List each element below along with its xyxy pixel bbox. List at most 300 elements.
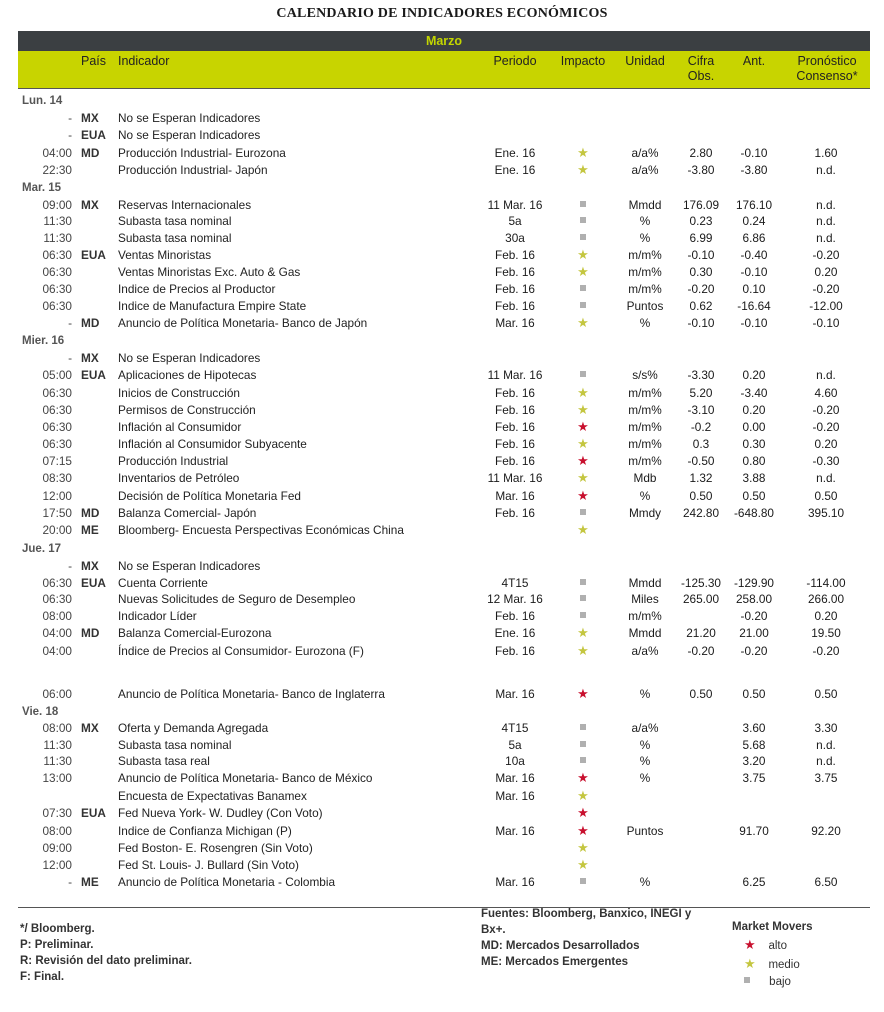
cell-obs: -0.20	[687, 282, 715, 296]
cell-ind: Indice de Confianza Michigan (P)	[118, 824, 292, 838]
cell-ant: 0.50	[742, 489, 766, 503]
cell-ind: Fed St. Louis- J. Bullard (Sin Voto)	[118, 858, 299, 872]
col-impacto: Impacto	[560, 54, 606, 68]
impact-bajo-icon	[566, 737, 600, 753]
cell-uni: m/m%	[628, 403, 662, 417]
cell-time: 07:15	[42, 454, 72, 468]
cell-uni: Mmdd	[628, 576, 662, 590]
table-row	[0, 857, 884, 873]
cell-pro: -12.00	[809, 299, 843, 313]
cell-time: 06:30	[42, 282, 72, 296]
cell-ind: Indicador Líder	[118, 609, 197, 623]
cell-time: 06:30	[42, 592, 72, 606]
impact-bajo-icon	[566, 591, 600, 607]
cell-uni: %	[639, 316, 651, 330]
column-header	[18, 51, 870, 88]
impact-alto-icon: ★	[577, 686, 589, 701]
cell-ant: -0.20	[740, 609, 768, 623]
cell-time: -	[68, 559, 72, 573]
cell-pais: MD	[81, 316, 100, 330]
table-row	[0, 737, 884, 753]
cell-obs: -0.10	[687, 316, 715, 330]
cell-time: 08:00	[42, 824, 72, 838]
legend	[744, 936, 800, 991]
cell-ind: Decisión de Política Monetaria Fed	[118, 489, 301, 503]
table-row	[0, 753, 884, 769]
day-heading-row	[0, 93, 884, 109]
cell-ind: Permisos de Construcción	[118, 403, 256, 417]
day-heading-row	[0, 180, 884, 196]
cell-uni: m/m%	[628, 454, 662, 468]
cell-pais: MD	[81, 506, 100, 520]
table-row	[0, 315, 884, 331]
cell-obs: 0.62	[689, 299, 713, 313]
cell-per: Ene. 16	[494, 146, 536, 160]
cell-per: Feb. 16	[494, 282, 535, 296]
cell-pais: MX	[81, 111, 99, 125]
cell-obs: 5.20	[689, 386, 713, 400]
table-row	[0, 247, 884, 263]
cell-obs: -0.50	[687, 454, 715, 468]
cell-uni: m/m%	[628, 282, 662, 296]
cell-time: 06:30	[42, 299, 72, 313]
impact-alto-icon: ★	[577, 488, 589, 503]
cell-time: 06:00	[42, 687, 72, 701]
cell-pro: n.d.	[816, 471, 836, 485]
cell-time: 17:50	[42, 506, 72, 520]
impact-medio-icon: ★	[577, 385, 589, 400]
cell-per: Mar. 16	[495, 489, 535, 503]
cell-pro: 19.50	[811, 626, 841, 640]
cell-ind: Anuncio de Política Monetaria- Banco de Japón	[118, 316, 368, 330]
table-row	[0, 470, 884, 486]
table-row	[0, 110, 884, 126]
cell-pro: -0.20	[812, 248, 840, 262]
table-row	[0, 720, 884, 736]
cell-pais: EUA	[81, 248, 106, 262]
impact-medio-icon: ★	[577, 315, 589, 330]
impact-bajo-icon	[566, 197, 600, 213]
cell-pro: 3.30	[814, 721, 838, 735]
cell-time: 08:00	[42, 609, 72, 623]
cell-pro: 0.20	[814, 265, 838, 279]
cell-time: 07:30	[42, 806, 72, 820]
cell-time: 06:30	[42, 386, 72, 400]
cell-uni: Mdb	[633, 471, 657, 485]
table-row	[0, 436, 884, 452]
cell-per: 4T15	[501, 721, 529, 735]
cell-time: 06:30	[42, 420, 72, 434]
cell-time: -	[68, 875, 72, 889]
cell-uni: Miles	[631, 592, 659, 606]
cell-ind: Inflación al Consumidor Subyacente	[118, 437, 307, 451]
cell-ant: 0.24	[742, 214, 766, 228]
cell-per: Feb. 16	[494, 609, 535, 623]
cell-ind: Producción Industrial	[118, 454, 229, 468]
cell-ant: 0.30	[742, 437, 766, 451]
legend-title: Market Movers	[732, 921, 813, 933]
cell-time: 22:30	[42, 163, 72, 177]
md-text: MD: Mercados Desarrollados	[481, 940, 640, 952]
cell-ind: Fed Boston- E. Rosengren (Sin Voto)	[118, 841, 313, 855]
cell-uni: a/a%	[631, 721, 659, 735]
impact-medio-icon: ★	[577, 788, 589, 803]
cell-ant: 3.75	[742, 771, 766, 785]
cell-pro: 0.50	[814, 687, 838, 701]
cell-pais: ME	[81, 523, 99, 537]
cell-pais: MD	[81, 146, 100, 160]
header-rule	[18, 88, 870, 89]
note-final: F: Final.	[20, 971, 65, 983]
table-row	[0, 505, 884, 521]
cell-ind: Ventas Minoristas Exc. Auto & Gas	[118, 265, 301, 279]
legend-alto: alto	[768, 940, 787, 952]
table-row	[0, 385, 884, 401]
cell-ant: 0.20	[742, 403, 766, 417]
cell-ant: -0.10	[740, 146, 768, 160]
cell-ind: Inventarios de Petróleo	[118, 471, 240, 485]
cell-pro: -0.10	[812, 316, 840, 330]
impact-medio-icon: ★	[577, 857, 589, 872]
cell-pais: MX	[81, 198, 99, 212]
me-text: ME: Mercados Emergentes	[481, 956, 628, 968]
cell-ant: -0.10	[740, 265, 768, 279]
cell-per: Mar. 16	[495, 875, 535, 889]
table-row	[0, 575, 884, 591]
cell-ant: 258.00	[735, 592, 773, 606]
cell-pro: 3.75	[814, 771, 838, 785]
col-ant: Ant.	[742, 54, 766, 68]
cell-ind: Encuesta de Expectativas Banamex	[118, 789, 307, 803]
impact-bajo-icon	[566, 575, 600, 591]
impact-medio-icon: ★	[577, 247, 589, 262]
cell-time: 11:30	[43, 738, 72, 752]
month-label: Marzo	[425, 34, 463, 48]
impact-medio-icon: ★	[577, 840, 589, 855]
cell-uni: m/m%	[628, 386, 662, 400]
impact-bajo-icon	[566, 213, 600, 229]
cell-ind: Ventas Minoristas	[118, 248, 212, 262]
table-row	[0, 367, 884, 383]
cell-obs: 176.09	[682, 198, 720, 212]
cell-ant: -3.80	[740, 163, 768, 177]
cell-time: 09:00	[42, 198, 72, 212]
impact-medio-icon: ★	[577, 643, 589, 658]
cell-pais: EUA	[81, 806, 106, 820]
impact-bajo-icon	[566, 281, 600, 297]
cell-ant: 0.10	[742, 282, 766, 296]
cell-time: 06:30	[42, 265, 72, 279]
cell-per: 12 Mar. 16	[487, 592, 543, 606]
cell-time: 13:00	[42, 771, 72, 785]
cell-uni: a/a%	[631, 163, 659, 177]
cell-pais: EUA	[81, 576, 106, 590]
col-unidad: Unidad	[625, 54, 665, 68]
cell-ant: 21.00	[739, 626, 769, 640]
cell-time: 04:00	[42, 626, 72, 640]
cell-ind: Fed Nueva York- W. Dudley (Con Voto)	[118, 806, 323, 820]
table-row	[0, 625, 884, 641]
table-row	[0, 788, 884, 804]
cell-pro: 1.60	[814, 146, 838, 160]
cell-pro: 0.50	[814, 489, 838, 503]
cell-ind: Balanza Comercial-Eurozona	[118, 626, 272, 640]
cell-uni: %	[639, 231, 651, 245]
cell-uni: m/m%	[628, 609, 662, 623]
cell-per: Feb. 16	[494, 506, 535, 520]
col-indicador: Indicador	[118, 54, 170, 68]
note-bloomberg: */ Bloomberg.	[20, 923, 95, 935]
cell-obs: 265.00	[682, 592, 720, 606]
cell-pro: 395.10	[807, 506, 845, 520]
table-row	[0, 264, 884, 280]
impact-medio-icon: ★	[577, 436, 589, 451]
day-label: Vie. 18	[22, 706, 59, 718]
cell-time: -	[68, 111, 72, 125]
page-title: CALENDARIO DE INDICADORES ECONÓMICOS	[276, 6, 608, 21]
month-header	[18, 31, 870, 51]
cell-pro: -0.20	[812, 282, 840, 296]
cell-ant: 3.20	[742, 754, 766, 768]
cell-pro: 4.60	[814, 386, 838, 400]
cell-pais: ME	[81, 875, 99, 889]
impact-medio-icon: ★	[577, 522, 589, 537]
cell-time: 12:00	[42, 858, 72, 872]
impact-bajo-icon	[566, 230, 600, 246]
table-row	[0, 298, 884, 314]
cell-time: 08:30	[42, 471, 72, 485]
footer-sources	[481, 906, 711, 970]
cell-pais: MX	[81, 721, 99, 735]
cell-pro: 92.20	[811, 824, 841, 838]
cell-time: -	[68, 351, 72, 365]
cell-time: 11:30	[43, 214, 72, 228]
table-row	[0, 197, 884, 213]
table-row	[0, 591, 884, 607]
sources-text: Fuentes: Bloomberg, Banxico, INEGI y Bx+.	[481, 908, 692, 936]
col-cifra: Cifra Obs.	[687, 54, 715, 83]
impact-alto-icon: ★	[577, 453, 589, 468]
cell-ind: No se Esperan Indicadores	[118, 559, 261, 573]
cell-time: 11:30	[43, 231, 72, 245]
cell-uni: %	[639, 754, 651, 768]
star-medio-icon: ★	[744, 956, 756, 971]
footer-rule	[18, 907, 870, 908]
cell-ind: Balanza Comercial- Japón	[118, 506, 257, 520]
cell-ind: Cuenta Corriente	[118, 576, 208, 590]
cell-ant: -0.40	[740, 248, 768, 262]
table-row	[0, 453, 884, 469]
impact-medio-icon: ★	[577, 625, 589, 640]
table-row	[0, 162, 884, 178]
cell-obs: -125.30	[680, 576, 721, 590]
cell-ind: Anuncio de Política Monetaria- Banco de México	[118, 771, 373, 785]
cell-per: Feb. 16	[494, 265, 535, 279]
cell-per: Mar. 16	[495, 824, 535, 838]
cell-obs: 242.80	[682, 506, 720, 520]
impact-bajo-icon	[566, 608, 600, 624]
cell-ant: -0.10	[740, 316, 768, 330]
cell-pais: EUA	[81, 368, 106, 382]
cell-per: 11 Mar. 16	[487, 198, 543, 212]
cell-ind: Inflación al Consumidor	[118, 420, 242, 434]
cell-per: 5a	[508, 214, 522, 228]
table-row	[0, 213, 884, 229]
impact-alto-icon: ★	[577, 805, 589, 820]
cell-uni: m/m%	[628, 265, 662, 279]
cell-uni: Mmdd	[628, 198, 662, 212]
day-label: Mar. 15	[22, 182, 61, 194]
cell-uni: Mmdd	[628, 626, 662, 640]
cell-uni: %	[639, 875, 651, 889]
cell-pro: n.d.	[816, 231, 836, 245]
cell-uni: m/m%	[628, 248, 662, 262]
cell-ind: Índice de Precios al Consumidor- Eurozona (F)	[118, 644, 364, 658]
cell-ind: Producción Industrial- Japón	[118, 163, 268, 177]
cell-pro: -0.20	[812, 403, 840, 417]
cell-uni: %	[639, 687, 651, 701]
cell-uni: %	[639, 771, 651, 785]
impact-medio-icon: ★	[577, 402, 589, 417]
cell-ant: 91.70	[739, 824, 769, 838]
cell-pro: n.d.	[816, 738, 836, 752]
table-row	[0, 281, 884, 297]
cell-ant: 0.50	[742, 687, 766, 701]
cell-per: Feb. 16	[494, 644, 535, 658]
cell-pais: MX	[81, 559, 99, 573]
table-row	[0, 770, 884, 786]
table-row	[0, 127, 884, 143]
cell-time: 04:00	[42, 644, 72, 658]
cell-ind: Aplicaciones de Hipotecas	[118, 368, 257, 382]
cell-uni: Mmdy	[628, 506, 662, 520]
cell-pro: 266.00	[807, 592, 845, 606]
cell-obs: 6.99	[689, 231, 713, 245]
cell-ant: 6.25	[742, 875, 766, 889]
table-row	[0, 643, 884, 659]
cell-ind: Producción Industrial- Eurozona	[118, 146, 286, 160]
cell-time: 11:30	[43, 754, 72, 768]
cell-uni: s/s%	[632, 368, 658, 382]
cell-pro: 0.20	[814, 437, 838, 451]
cell-uni: Puntos	[626, 299, 664, 313]
impact-bajo-icon	[566, 505, 600, 521]
table-row	[0, 350, 884, 366]
cell-ind: No se Esperan Indicadores	[118, 111, 261, 125]
table-row	[0, 145, 884, 161]
cell-ind: Bloomberg- Encuesta Perspectivas Económicas China	[118, 523, 404, 537]
cell-ant: 5.68	[742, 738, 766, 752]
cell-pro: -114.00	[806, 576, 846, 590]
cell-ind: Indice de Precios al Productor	[118, 282, 276, 296]
cell-per: Mar. 16	[495, 789, 535, 803]
col-periodo: Periodo	[493, 54, 537, 68]
cell-ind: Oferta y Demanda Agregada	[118, 721, 269, 735]
cell-obs: 1.32	[689, 471, 713, 485]
table-row	[0, 805, 884, 821]
cell-obs: 0.50	[689, 489, 713, 503]
cell-obs: 21.20	[686, 626, 716, 640]
cell-obs: 0.30	[689, 265, 713, 279]
impact-bajo-icon	[566, 874, 600, 890]
cell-ant: 176.10	[735, 198, 773, 212]
cell-pro: n.d.	[816, 368, 836, 382]
cell-ind: Anuncio de Política Monetaria- Banco de Inglaterra	[118, 687, 385, 701]
cell-per: Feb. 16	[494, 403, 535, 417]
table-row	[0, 230, 884, 246]
cell-ant: 6.86	[742, 231, 766, 245]
cell-per: 11 Mar. 16	[487, 368, 543, 382]
cell-obs: -0.20	[687, 644, 715, 658]
cell-time: 06:30	[42, 403, 72, 417]
cell-ind: No se Esperan Indicadores	[118, 351, 261, 365]
cell-uni: m/m%	[628, 420, 662, 434]
cell-uni: %	[639, 738, 651, 752]
cell-uni: a/a%	[631, 146, 659, 160]
cell-ant: 0.80	[742, 454, 766, 468]
cell-obs: 0.3	[692, 437, 710, 451]
cell-time: 20:00	[42, 523, 72, 537]
cell-pais: MD	[81, 626, 100, 640]
table-row	[0, 874, 884, 890]
day-heading-row	[0, 541, 884, 557]
cell-time: 05:00	[42, 368, 72, 382]
table-row	[0, 840, 884, 856]
cell-ant: -16.64	[737, 299, 771, 313]
cell-ant: 0.00	[742, 420, 766, 434]
day-heading-row	[0, 333, 884, 349]
cell-time: 06:30	[42, 248, 72, 262]
cell-per: Mar. 16	[495, 687, 535, 701]
cell-obs: 0.23	[689, 214, 713, 228]
cell-per: Feb. 16	[494, 386, 535, 400]
cell-per: 11 Mar. 16	[487, 471, 543, 485]
cell-pro: -0.20	[812, 420, 840, 434]
cell-per: Feb. 16	[494, 299, 535, 313]
cell-ind: Subasta tasa nominal	[118, 738, 232, 752]
table-row	[0, 686, 884, 702]
cell-per: Feb. 16	[494, 248, 535, 262]
cell-ant: -0.20	[740, 644, 768, 658]
impact-medio-icon: ★	[577, 145, 589, 160]
table-row	[0, 522, 884, 538]
cell-pro: n.d.	[816, 214, 836, 228]
cell-per: 30a	[505, 231, 525, 245]
cell-pro: n.d.	[816, 198, 836, 212]
star-alto-icon: ★	[744, 937, 756, 952]
cell-ind: Indice de Manufactura Empire State	[118, 299, 307, 313]
cell-ind: Subasta tasa nominal	[118, 231, 232, 245]
cell-uni: %	[639, 214, 651, 228]
cell-uni: m/m%	[628, 437, 662, 451]
cell-pais: MX	[81, 351, 99, 365]
cell-ind: Inicios de Construcción	[118, 386, 240, 400]
cell-time: -	[68, 316, 72, 330]
legend-bajo: bajo	[769, 976, 791, 988]
cell-pro: n.d.	[816, 163, 836, 177]
cell-obs: -3.10	[687, 403, 715, 417]
cell-time: 06:30	[42, 437, 72, 451]
impact-medio-icon: ★	[577, 264, 589, 279]
cell-ant: -648.80	[733, 506, 774, 520]
cell-obs: 2.80	[689, 146, 713, 160]
cell-ind: Anuncio de Política Monetaria - Colombia	[118, 875, 336, 889]
table-row	[0, 419, 884, 435]
impact-medio-icon: ★	[577, 470, 589, 485]
impact-bajo-icon	[566, 753, 600, 769]
cell-pro: -0.20	[812, 644, 840, 658]
cell-pais: EUA	[81, 128, 106, 142]
